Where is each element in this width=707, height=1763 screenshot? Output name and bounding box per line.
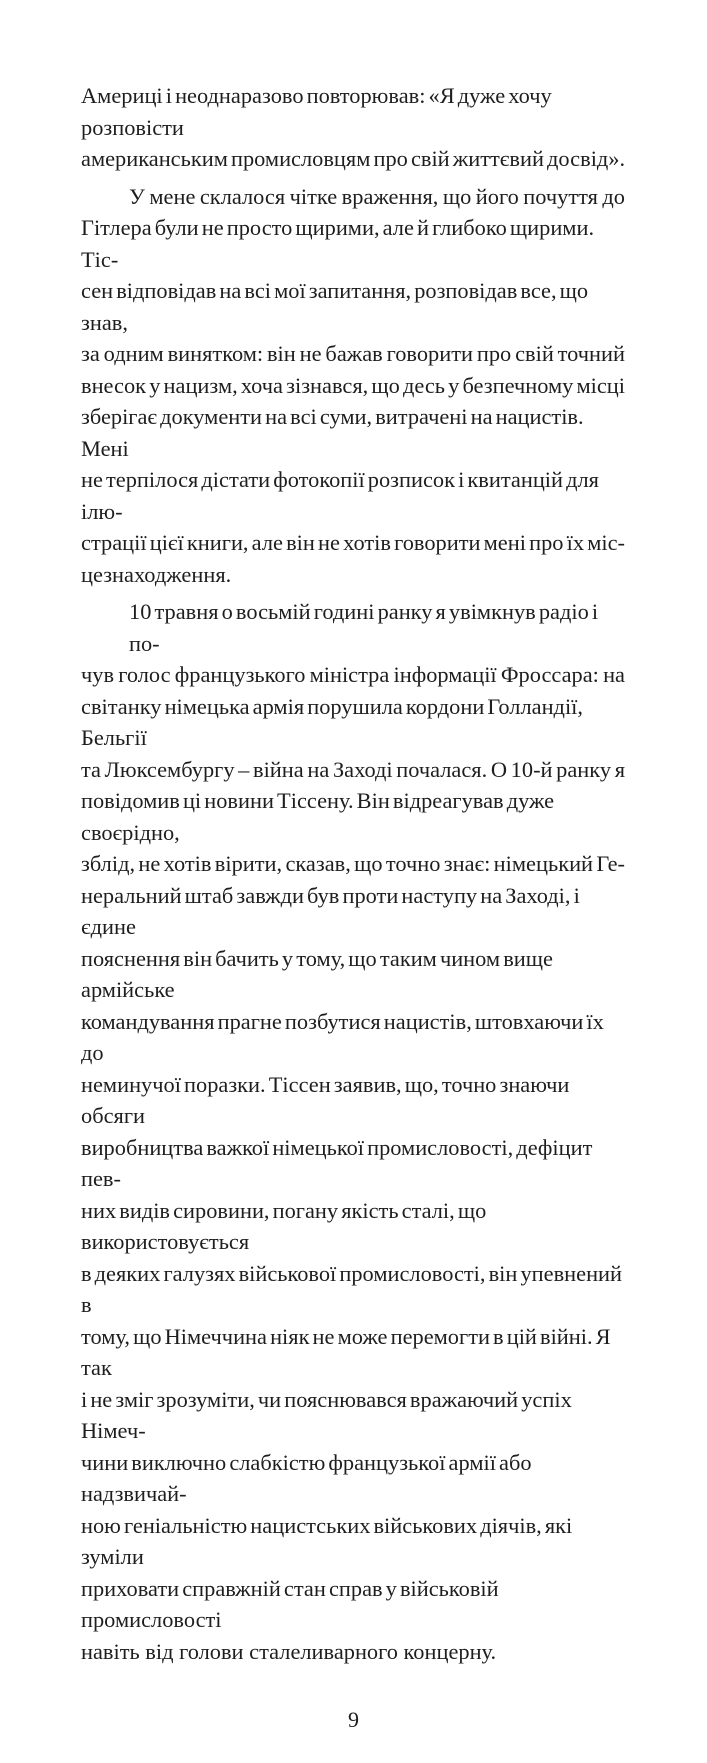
text-line: ною геніальністю нацистських військових діячів, які зуміли <box>81 1512 573 1569</box>
paragraph <box>81 181 625 591</box>
text-line: страції цієї книги, але він не хотів говорити мені про їх міс- <box>81 530 625 555</box>
text-line: американським промисловцям про свій життєвий досвід». <box>81 146 626 171</box>
text-line: тому, що Німеччина ніяк не може перемогти в цій війні. Я так <box>81 1323 611 1380</box>
text-line: навіть від голови сталеливарного концерну. <box>81 1638 497 1664</box>
text-line: неминучої поразки. Тіссен заявив, що, точно знаючи обсяги <box>81 1071 570 1128</box>
text-line: чув голос французького міністра інформації Фроссара: на <box>81 662 625 687</box>
text-line: та Люксембургу – війна на Заході почалася. О 10-й ранку я <box>81 756 625 782</box>
text-line: в деяких галузях військової промисловості, він упевнений в <box>81 1260 623 1317</box>
text-line: зблід, не хотів вірити, сказав, що точно знає: німецький Ге- <box>81 851 625 876</box>
text-line: Америці і неоднаразово повторював: «Я дуже хочу розповісти <box>81 83 552 140</box>
text-line: внесок у нацизм, хоча зізнався, що десь у безпечному місці <box>81 372 625 398</box>
text-line: і не зміг зрозуміти, чи пояснювався вражаючий успіх Німеч- <box>81 1386 572 1443</box>
text-line: не терпілося дістати фотокопії розписок і квитанцій для ілю- <box>81 467 599 524</box>
text-line: приховати справжній стан справ у військовій промисловості <box>81 1575 499 1632</box>
text-line: командування прагне позбутися нацистів, штовхаючи їх до <box>81 1008 604 1065</box>
text-line: повідомив ці новини Тіссену. Він відреагував дуже своєрідно, <box>81 788 555 845</box>
text-line: зберігає документи на всі суми, витрачені на нацистів. Мені <box>81 404 584 461</box>
text-line: Гітлера були не просто щирими, але й глибоко щирими. Тіс- <box>81 215 595 272</box>
paragraph <box>81 80 625 175</box>
text-line: чини виключно слабкістю французької армії або надзвичай- <box>81 1449 532 1506</box>
text-line: світанку німецька армія порушила кордони Голландії, Бельгії <box>81 693 583 750</box>
text-line: неральний штаб завжди був проти наступу на Заході, і єдине <box>81 882 580 939</box>
text-line: них видів сировини, погану якість сталі, що використовується <box>81 1197 487 1254</box>
text-line: цезнаходження. <box>81 561 232 587</box>
text-line: за одним винятком: він не бажав говорити про свій точний <box>81 341 625 366</box>
text-line: У мене склалося чітке враження, що його почуття до <box>129 183 625 209</box>
paragraph <box>81 596 625 1667</box>
text-line: пояснення він бачить у тому, що таким чином вище армійське <box>81 945 553 1002</box>
text-line: 10 травня о восьмій годині ранку я увімкнув радіо і по- <box>129 599 599 656</box>
text-line: сен відповідав на всі мої запитання, розповідав все, що знав, <box>81 278 589 335</box>
text-line: виробництва важкої німецької промисловості, дефіцит пев- <box>81 1134 593 1191</box>
page-body <box>81 0 625 1667</box>
page-number: 9 <box>348 1707 359 1732</box>
